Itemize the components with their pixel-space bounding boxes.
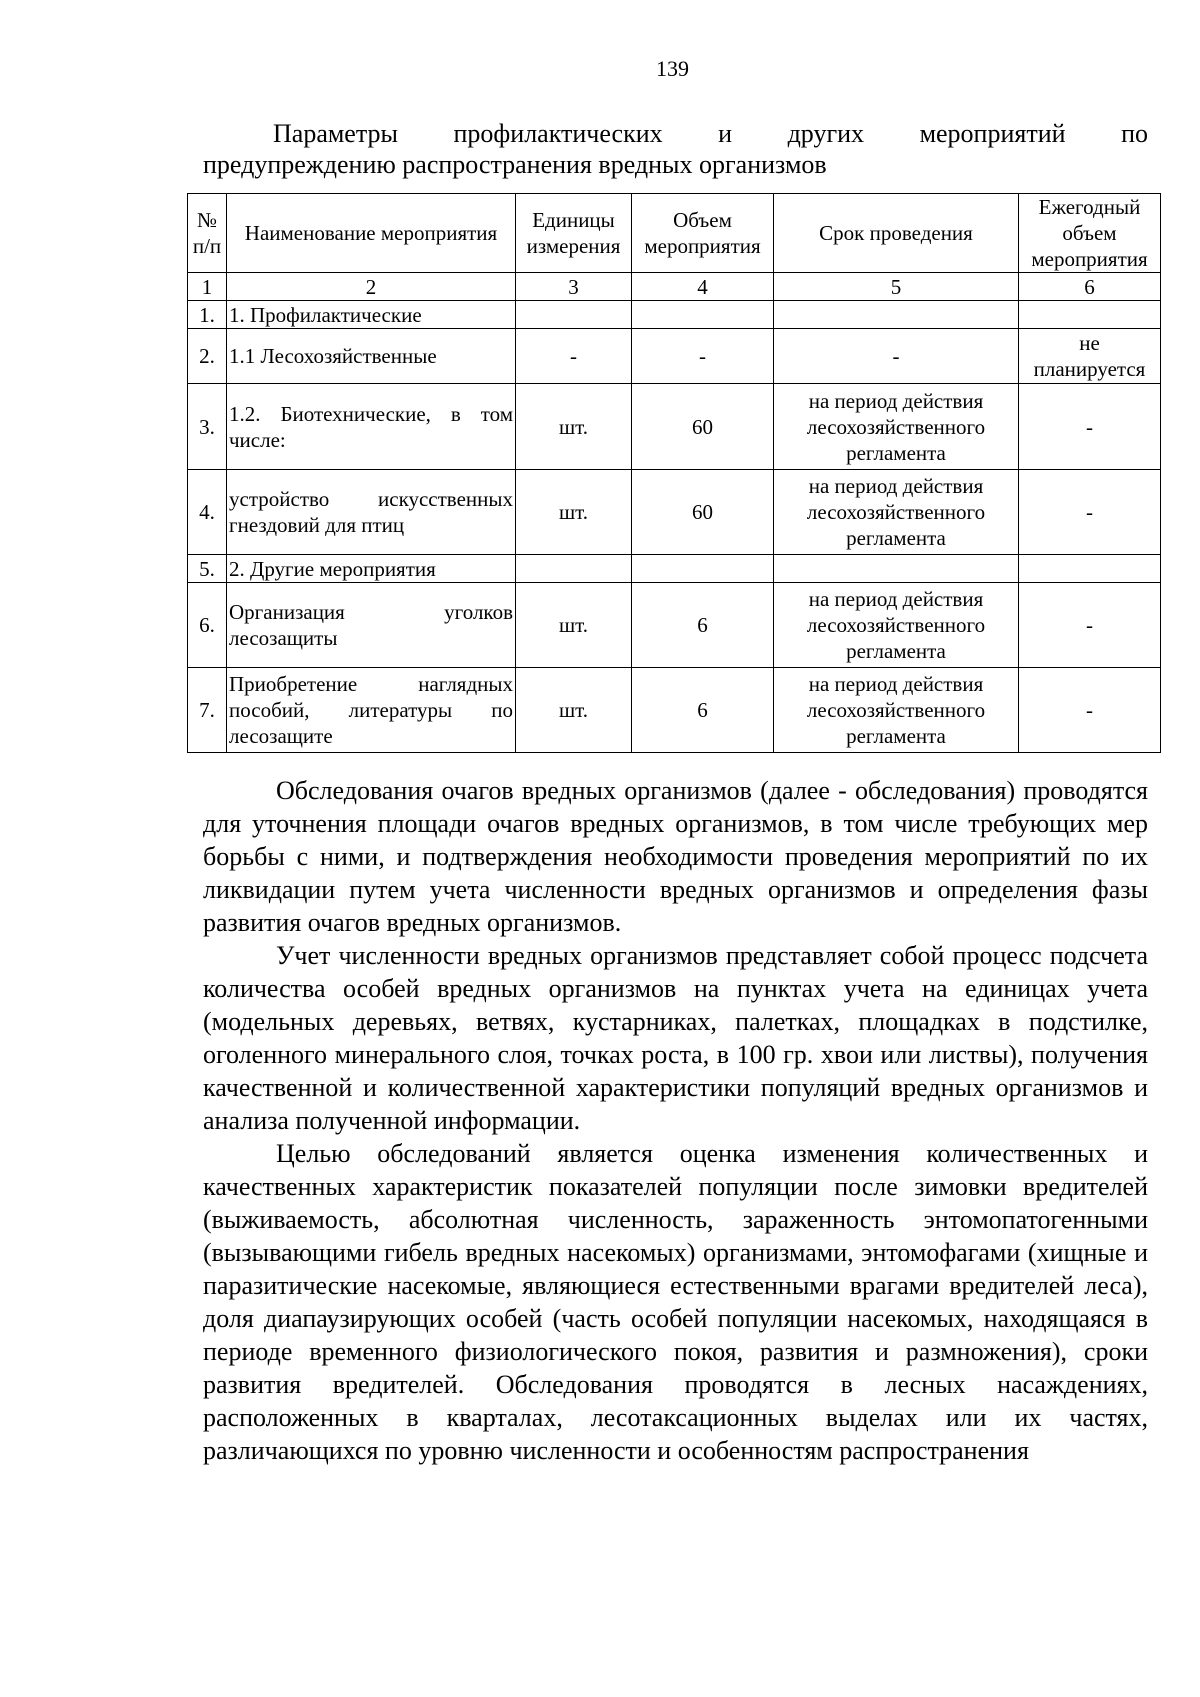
title-word: по <box>1121 119 1148 148</box>
measures-table <box>187 193 1161 753</box>
header-number: № п/п <box>188 194 227 273</box>
row-name: 2. Другие мероприятия <box>227 555 516 583</box>
row-volume: - <box>632 329 774 384</box>
row-name: Организация уголков лесозащиты <box>227 583 516 668</box>
row-volume: 6 <box>632 668 774 753</box>
row-annual: - <box>1019 668 1161 753</box>
table-row <box>188 301 1161 329</box>
header-term: Срок проведения <box>774 194 1019 273</box>
table-row <box>188 329 1161 384</box>
row-annual: - <box>1019 470 1161 555</box>
table-title-line1 <box>203 118 1148 149</box>
paragraph: Учет численности вредных организмов представляет собой процесс подсчета количества особей вредных организмов на пунктах учета на единицах учета (модельных деревьях, ветвях, кустарниках, палетках, площадках в подстилке, оголенного минерального слоя, точках роста, в 100 гр. хвои или листвы), получения качественной и количественной характеристики популяций вредных организмов и анализа полученной информации. <box>203 941 1148 1135</box>
row-annual: - <box>1019 583 1161 668</box>
row-annual: не планируется <box>1019 329 1161 384</box>
row-number: 7. <box>188 668 227 753</box>
column-number: 1 <box>188 273 227 301</box>
row-number: 2. <box>188 329 227 384</box>
column-number: 6 <box>1019 273 1161 301</box>
row-number: 1. <box>188 301 227 329</box>
row-annual: - <box>1019 384 1161 470</box>
title-word: мероприятий <box>919 119 1066 148</box>
page-number: 139 <box>656 56 689 81</box>
row-annual <box>1019 555 1161 583</box>
table-row <box>188 583 1161 668</box>
row-name: Приобретение наглядных пособий, литературы по лесозащите <box>227 668 516 753</box>
row-term: на период действия лесохозяйственного регламента <box>774 668 1019 753</box>
row-unit <box>516 555 632 583</box>
title-word: Параметры <box>273 119 398 148</box>
paragraph: Целью обследований является оценка изменения количественных и качественных характеристик показателей популяции после зимовки вредителей (выживаемость, абсолютная численность, зараженность энтомопатогенными (вызывающими гибель вредных насекомых) организмами, энтомофагами (хищные и паразитические насекомые, являющиеся естественными врагами вредителей леса), доля диапаузирующих особей (часть особей популяции насекомых, находящаяся в периоде временного физиологического покоя, развития и размножения), сроки развития вредителей. Обследования проводятся в лесных насаждениях, расположенных в кварталах, лесотаксационных выделах или их частях, различающихся по уровню численности и особенностям распространения <box>203 1139 1148 1465</box>
header-name: Наименование мероприятия <box>227 194 516 273</box>
row-number: 3. <box>188 384 227 470</box>
column-number: 4 <box>632 273 774 301</box>
paragraph: Обследования очагов вредных организмов (далее - обследования) проводятся для уточнения площади очагов вредных организмов, в том числе требующих мер борьбы с ними, и подтверждения необходимости проведения мероприятий по их ликвидации путем учета численности вредных организмов и определения фазы развития очагов вредных организмов. <box>203 776 1148 937</box>
table-row <box>188 555 1161 583</box>
row-term: на период действия лесохозяйственного регламента <box>774 470 1019 555</box>
row-unit: шт. <box>516 470 632 555</box>
header-unit: Единицы измерения <box>516 194 632 273</box>
table-row <box>188 384 1161 470</box>
table-title <box>203 118 1148 180</box>
table-title-line2: предупреждению распространения вредных организмов <box>203 150 827 179</box>
row-unit: шт. <box>516 583 632 668</box>
header-annual: Ежегодный объем мероприятия <box>1019 194 1161 273</box>
row-term <box>774 301 1019 329</box>
row-volume: 6 <box>632 583 774 668</box>
title-word: и <box>718 119 733 148</box>
table-row <box>188 470 1161 555</box>
row-term: - <box>774 329 1019 384</box>
table-row <box>188 668 1161 753</box>
row-unit: шт. <box>516 384 632 470</box>
header-volume: Объем мероприятия <box>632 194 774 273</box>
row-name: 1. Профилактические <box>227 301 516 329</box>
column-numbers-row <box>188 273 1161 301</box>
body-text <box>203 774 1148 1467</box>
title-word: других <box>787 119 865 148</box>
row-annual <box>1019 301 1161 329</box>
row-volume: 60 <box>632 470 774 555</box>
title-word: профилактических <box>453 119 663 148</box>
row-name: 1.2. Биотехнические, в том числе: <box>227 384 516 470</box>
row-name: устройство искусственных гнездовий для птиц <box>227 470 516 555</box>
row-unit: шт. <box>516 668 632 753</box>
column-number: 2 <box>227 273 516 301</box>
table-header-row <box>188 194 1161 273</box>
row-term: на период действия лесохозяйственного регламента <box>774 384 1019 470</box>
row-volume <box>632 301 774 329</box>
row-volume: 60 <box>632 384 774 470</box>
row-volume <box>632 555 774 583</box>
column-number: 5 <box>774 273 1019 301</box>
row-term: на период действия лесохозяйственного регламента <box>774 583 1019 668</box>
row-number: 6. <box>188 583 227 668</box>
row-name: 1.1 Лесохозяйственные <box>227 329 516 384</box>
row-number: 4. <box>188 470 227 555</box>
row-number: 5. <box>188 555 227 583</box>
row-unit: - <box>516 329 632 384</box>
column-number: 3 <box>516 273 632 301</box>
row-term <box>774 555 1019 583</box>
row-unit <box>516 301 632 329</box>
